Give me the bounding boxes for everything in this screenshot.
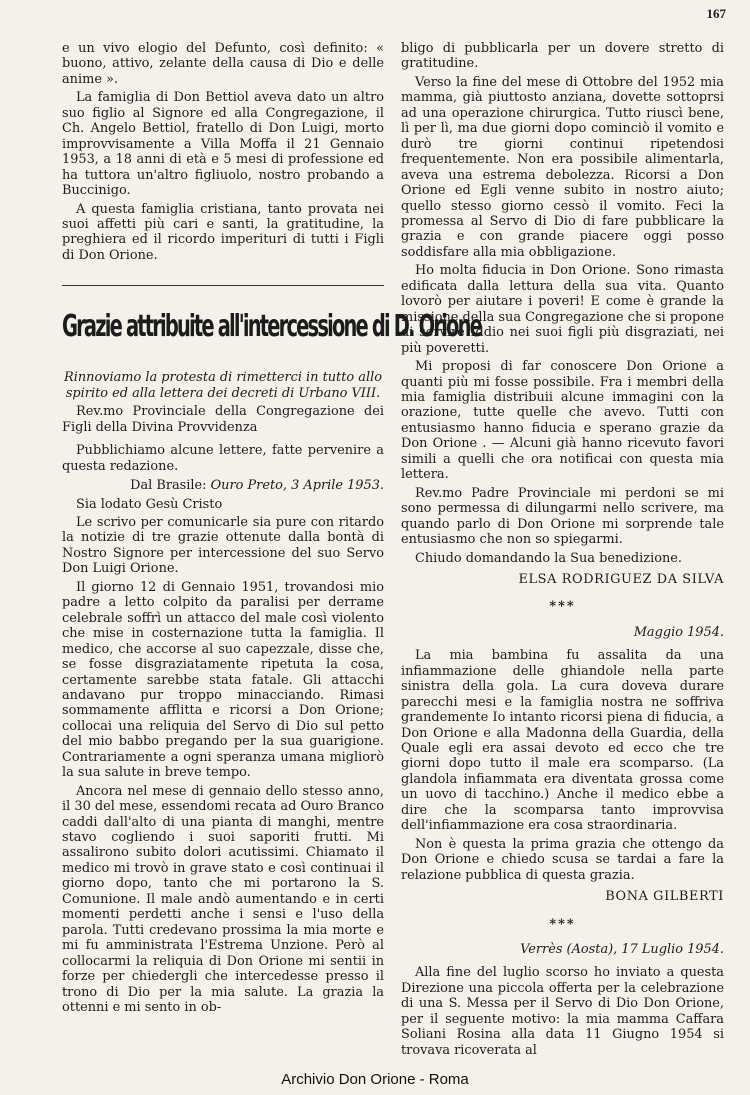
letter1-continuation-1: bligo di pubblicarla per un dovere stretto di gratitudine. [401,41,724,72]
letter2-paragraph-1: La mia bambina fu assalita da una infiammazione delle ghiandole nella parte sinistra della gola. La cura doveva durare parecchi mesi e la famiglia nostra ne soffriva grandemente Io intanto ricorsi piena di fiducia, a Don Orione e alla Madonna della Guardia, della Quale egli era assai devoto ed ecco che tre giorni dopo tutto il male era scomparso. (La glandola infiammata era diventata grossa come un uovo di tacchino.) Anche il medico ebbe a dire che la scomparsa tanto improvvisa dell'infiammazione era cosa straordinaria. [401,648,724,834]
letter1-signature: ELSA RODRIGUEZ DA SILVA [518,571,724,587]
letter1-continuation-2: Verso la fine del mese di Ottobre del 1952 mia mamma, già piuttosto anziana, dovette sottoprsi ad una operazione chirurgica. Tutto riuscì bene, lì per lì, ma due giorni dopo cominciò il vomito e durò tre giorni continui ripetendosi frequentemente. Non era possibile alimentarla, aveva una estrema debolezza. Ricorsi a Don Orione ed Egli venne subito in nostro aiuto; quello stesso giorno cessò il vomito. Feci la promessa al Servo di Dio di fare pubblicare la grazia e con grande piacere oggi posso soddisfare alla mia obbligazione. [401,74,724,260]
publish-note: Pubblichiamo alcune lettere, fatte pervenire a questa redazione. [62,443,384,474]
letter1-paragraph-3: Ancora nel mese di gennaio dello stesso anno, il 30 del mese, essendomi recata ad Ouro Branco caddi dall'alto di una pianta di manghi, mentre stavo cogliendo i suoi saporiti frutti. Mi assalirono subito dolori acutissimi. Chiamato il medico mi trovò in grave stato e così continuai il giorno dopo, tanto che mi portarono la S. Comunione. Il male andò aumentando e in certi momenti perdetti anche i sensi e l'uso della parola. Tutti credevano prossima la mia morte e mi fu amministrata l'Estrema Unzione. Però al collocarmi la reliquia di Don Orione mi sentii in forze per chiedergli che intercedesse presso il trono di Dio per la mia salute. La grazia la ottenni e mi sento in ob- [62,783,384,1016]
intro-paragraph-1: e un vivo elogio del Defunto, così definito: « buono, attivo, zelante della causa di Dio e delle anime ». [62,41,384,87]
letter2-paragraph-2: Non è questa la prima grazia che ottengo da Don Orione e chiedo scusa se tardai a fare la relazione pubblica di questa grazia. [401,836,724,883]
archive-footer: Archivio Don Orione - Roma [281,1071,469,1088]
letter3-paragraph-1: Alla fine del luglio scorso ho inviato a questa Direzione una piccola offerta per la celebrazione di una S. Messa per il Servo di Dio Don Orione, per il seguente motivo: la mia mamma Caffara Soliani Rosina alla data 11 Giugno 1954 si trovava ricoverata al [401,965,724,1058]
right-column [401,41,724,1061]
intro-paragraph-2: La famiglia di Don Bettiol aveva dato un altro suo figlio al Signore ed alla Congregazione, il Ch. Angelo Bettiol, fratello di Don Luigi, morto improvvisamente a Villa Moffa il 21 Gennaio 1953, a 18 anni di età e 5 mesi di professione ed ha tuttora un'altro figliuolo, nostro probando a Buccinigo. [62,90,384,199]
section-title: Grazie attribuite all'intercessione di D. Orione [62,309,482,345]
letter1-paragraph-1: Le scrivo per comunicarle sia pure con ritardo la notizie di tre grazie ottenute dalla bontà di Nostro Signore per intercessione del suo Servo Don Luigi Orione. [62,514,384,577]
letter1-greeting: Sia lodato Gesù Cristo [76,496,223,512]
letter1-paragraph-2: Il giorno 12 di Gennaio 1951, trovandosi mio padre a letto colpito da paralisi per derrame celebrale soffrì un attacco del male così violento che mise in costernazione tutta la famiglia. Il medico, che accorse al suo capezzale, disse che, se fosse disgraziatamente ripetuta la cosa, certamente sarebbe stata fatale. Gli attacchi andavano pur troppo minacciando. Rimasi sommamente afflitta e ricorsi a Don Orione; collocai una reliquia del Servo di Dio sul petto del mio babbo pregando per la sua guarigione. Contrariamente a ogni speranza umana migliorò la sua salute in breve tempo. [62,579,384,781]
letter1-origin: Dal Brasile: [130,478,211,494]
letter1-heading [62,478,384,493]
disclaimer-note: Rinnoviamo la protesta di rimetterci in tutto allo spirito ed alla lettera dei decreti di Urbano VIII. [64,370,382,401]
intro-paragraph-3: A questa famiglia cristiana, tanto provata nei suoi affetti più cari e santi, la gratitudine, la preghiera ed il ricordo imperituri di tutti i Figli di Don Orione. [62,201,384,263]
separator-stars-1: *** [549,599,576,615]
left-column [62,41,482,1018]
letter1-continuation-6: Chiudo domandando la Sua benedizione. [415,550,682,566]
separator-stars-2: *** [549,916,576,932]
letter2-signature: BONA GILBERTI [605,889,724,905]
page-number: 167 [706,6,726,21]
letter1-continuation-3: Ho molta fiducia in Don Orione. Sono rimasta edificata dalla lettura della sua vita. Quanto lovorò per aiutare i poveri! E come è grande la missione della sua Congregazione che si propone di servire Iddio nei suoi figli più disgraziati, nei più poveretti. [401,263,724,356]
letter1-continuation-5: Rev.mo Padre Provinciale mi perdoni se mi sono permessa di dilungarmi nello scrivere, ma quando parlo di Don Orione mi sorprende tale entusiasmo che non so spiegarmi. [401,485,724,548]
letter3-date: Verrès (Aosta), 17 Luglio 1954. [520,942,724,958]
addressee: Rev.mo Provinciale della Congregazione dei Figli della Divina Provvidenza [62,404,384,435]
letter1-place-date: Ouro Preto, 3 Aprile 1953. [210,478,384,494]
letter1-continuation-4: Mi proposi di far conoscere Don Orione a quanti più mi fosse possibile. Fra i membri della mia famiglia distribuii alcune immagini con la orazione, tutte quelle che avevo. Tutti con entusiasmo hanno fiducia e sperano grazie da Don Orione . — Alcuni già hanno ricevuto favori simili a quelli che ora notificai con questa mia lettera. [401,359,724,483]
section-divider [62,285,384,286]
letter2-date: Maggio 1954. [633,624,724,640]
